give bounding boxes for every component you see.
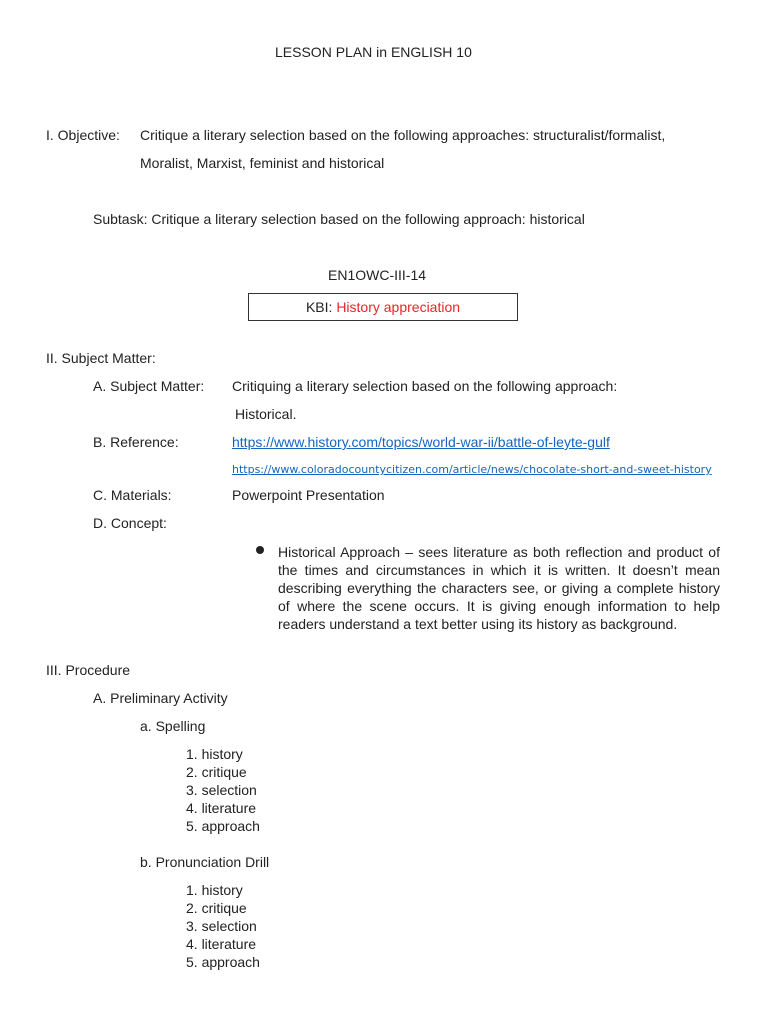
list-item: 1. history <box>186 746 243 762</box>
subject-matter-a-value-cont: Historical. <box>235 406 297 422</box>
list-item: 1. history <box>186 882 243 898</box>
materials-label: C. Materials: <box>93 487 172 503</box>
subject-matter-a-value: Critiquing a literary selection based on the following approach: <box>232 378 618 394</box>
reference-link-history[interactable]: https://www.history.com/topics/world-war-ii/battle-of-leyte-gulf <box>232 434 610 450</box>
objective-text-line2: Moralist, Marxist, feminist and historical <box>140 155 385 171</box>
objective-text-line1: Critique a literary selection based on the following approaches: structuralist/formalist, <box>140 127 666 143</box>
kbi-box <box>248 293 518 321</box>
spelling-label: a. Spelling <box>140 718 206 734</box>
reference-label: B. Reference: <box>93 434 179 450</box>
subject-matter-heading: II. Subject Matter: <box>46 350 156 366</box>
competency-code: EN1OWC-III-14 <box>328 267 427 283</box>
list-item: 2. critique <box>186 900 247 916</box>
kbi-label: KBI: <box>305 299 337 315</box>
subject-matter-a-label: A. Subject Matter: <box>93 378 205 394</box>
procedure-heading: III. Procedure <box>46 662 131 678</box>
list-item: 5. approach <box>186 818 260 834</box>
page-title: LESSON PLAN in ENGLISH 10 <box>275 44 472 60</box>
list-item: 4. literature <box>186 936 257 952</box>
bullet-icon <box>256 546 264 554</box>
pronunciation-list <box>186 881 260 971</box>
kbi-line <box>249 299 517 315</box>
materials-value: Powerpoint Presentation <box>232 487 385 503</box>
list-item: 5. approach <box>186 954 260 970</box>
list-item: 2. critique <box>186 764 247 780</box>
list-item: 3. selection <box>186 918 257 934</box>
list-item: 4. literature <box>186 800 257 816</box>
pronunciation-drill-label: b. Pronunciation Drill <box>140 854 270 870</box>
spelling-list <box>186 745 260 835</box>
concept-text: Historical Approach – sees literature as both reflection and product of the times and circumstances in which it is written. It doesn’t mean describing everything the characters see, or giving a complete history of where the scene occurs. It is giving enough information to help readers understand a text better using its history as background. <box>278 544 720 632</box>
subtask-text: Subtask: Critique a literary selection based on the following approach: historical <box>93 211 585 227</box>
kbi-value: History appreciation <box>336 299 461 315</box>
preliminary-activity-label: A. Preliminary Activity <box>93 690 228 706</box>
objective-label: I. Objective: <box>46 127 120 143</box>
list-item: 3. selection <box>186 782 257 798</box>
concept-label: D. Concept: <box>93 515 167 531</box>
reference-link-chocolate[interactable]: https://www.coloradocountycitizen.com/article/news/chocolate-short-and-sweet-history <box>232 463 712 476</box>
